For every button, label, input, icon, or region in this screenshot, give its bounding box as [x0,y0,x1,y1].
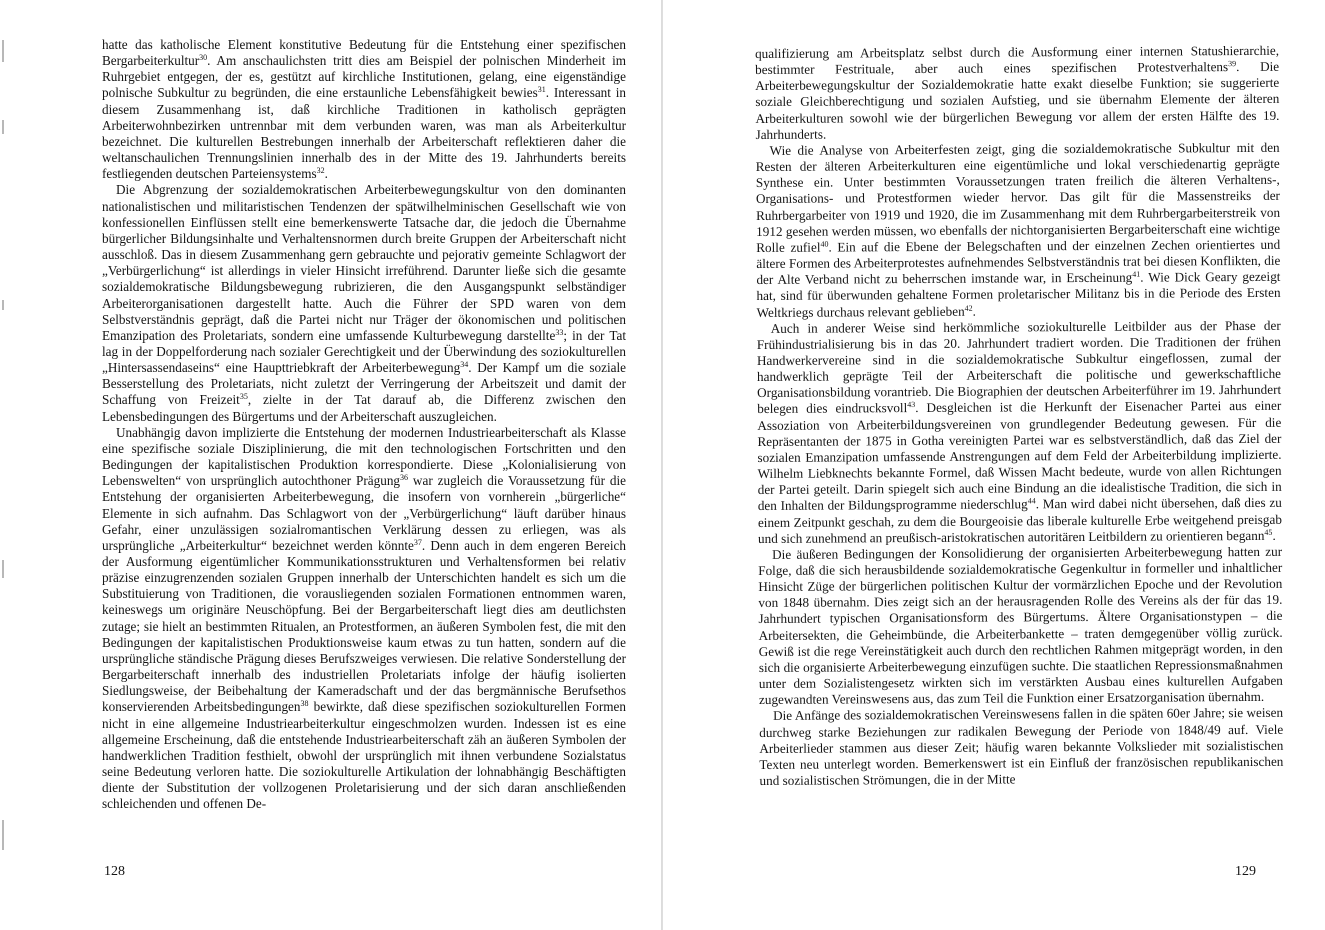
text-run: . Desgleichen ist die Herkunft der Eisenacher Partei aus einer Assoziation von Arbeiterbildungsvereinen von grundlegender Bedeutung gewesen. Für die Repräsentanten der 1875 in Gotha vereinigten Partei war es selbstverständlich, daß das Ziel der sozialen Emanzipation umfassende Anstrengungen auf dem Feld der Arbeiterbildung implizierte. Wilhelm Liebknechts bekannte Formel, daß Wissen Macht bedeute, wurde von allen Richtungen der Partei geteilt. Darin spiegelt sich auch eine Bindung an die idealistische Tradition, die sich in den Inhalten der Bildungsprogramme niederschlug [757,398,1282,514]
page-edge-mark [2,40,4,62]
text-run: . Wie Dick Geary gezeigt hat, sind für überwunden gehaltene Formen proletarischer Militanz bis in die Periode des Ersten Weltkriegs durchaus relevant geblieben [756,268,1281,320]
footnote-marker: 40 [820,239,829,249]
text-run: ; in der Tat lag in der Doppelforderung nach sozialer Gerechtigkeit und der Überwindung des soziokulturellen „Hintersassendaseins“ eine Haupttriebkraft der Arbeiterbewegung [102,327,626,376]
paragraph [755,43,1280,143]
footnote-marker: 39 [1228,59,1237,69]
footnote-marker: 37 [413,537,422,547]
text-run: Auch in anderer Weise sind herkömmliche soziokulturelle Leitbilder aus der Phase der Frühindustrialisierung bis in das 20. Jahrhundert tradiert worden. Die Traditionen der frühen Handwerkervereine sind in die sozialdemokratische Subkultur eingeflossen, zumal der handwerklich geprägte Teil der Arbeiterschaft die politische und gewerkschaftliche Organisationsbildung vorantrieb. Die Biographien der deutschen Arbeiterführer im 19. Jahrhundert belegen dies eindrucksvoll [756,317,1282,417]
footnote-marker: 38 [300,699,309,709]
text-run: Die Anfänge des sozialdemokratischen Vereinswesens fallen in die späten 60er Jahre; sie weisen durchweg starke Beziehungen zur radikalen Bewegung der Periode von 1848/49 auf. Viele Arbeiterlieder stammen aus dieser Zeit; häufig waren bekannte Volkslieder mit sozialistischen Texten neu unterlegt worden. Bemerkenswert ist ein Einfluß der französischen republikanischen und sozialistischen Strömungen, die in der Mitte [759,705,1284,789]
page-number-right: 129 [1235,864,1256,879]
page-edge-mark [2,820,4,850]
paragraph [102,37,626,182]
footnote-marker: 35 [239,392,248,402]
paragraph [756,140,1281,321]
text-run: . Ein auf die Ebene der Belegschaften und der einzelnen Zechen orientiertes und ältere Formen des Arbeiterprotestes aufnehmendes Selbstverständnis trat bei diesen Konflikten, die der Alte Verband nicht zu beherrschen imstande war, in Erscheinung [756,236,1281,288]
footnote-marker: 41 [1132,269,1141,279]
text-run: war zugleich die Voraussetzung für die Entstehung der organisierten Arbeiterbewegung, die insofern von vornherein „bürgerliche“ Elemente in sich aufnahm. Das Schlagwort von der „Verbürgerlichung“ läuft darüber hinaus Gefahr, einer unzulässigen sozialromantischen Verklärung dessen zu erliegen, was als ursprüngliche „Arbeiterkultur“ bezeichnet werden könnte [102,473,627,553]
text-run: hatte das katholische Element konstitutive Bedeutung für die Entstehung einer spezifischen Bergarbeiterkultur [102,37,626,69]
footnote-marker: 36 [400,473,409,483]
text-run: , zielte in der Tat darauf ab, die Differenz zwischen den Lebensbedingungen des Bürgertums und der Arbeiterschaft auszugleichen. [102,392,626,424]
text-run: . [324,166,328,182]
right-text-column [755,43,1284,789]
footnote-marker: 43 [907,400,916,410]
text-run: . Am anschaulichsten tritt dies am Beispiel der polnischen Minderheit im Ruhrgebiet entgegen, der es, gestützt auf kirchliche Institutionen, gelang, eine eigenständige polnische Subkultur zu begründen, die eine erstaunliche Lebensfähigkeit bewies [102,53,626,101]
text-run: . [972,303,976,319]
paragraph [758,544,1283,709]
paragraph [102,182,626,424]
paragraph [757,317,1282,546]
footnote-marker: 34 [460,360,469,370]
footnote-marker: 42 [964,303,973,313]
text-run: . Denn auch in dem engeren Bereich der Ausformung eigentümlicher Kommunikationsstrukturen und Verhaltensformen bei relativ präzise einzugrenzenden sozialen Gruppen innerhalb der Unterschichten handelt es sich um die Substituierung von Traditionen, die vorausliegenden sozialen Formationen entnommen waren, keineswegs um originäre Neuschöpfung. Bei der Bergarbeiterschaft liegt dies am deutlichsten zutage; sie hielt an bestimmten Ritualen, an Protestformen, an äußeren Symbolen fest, die mit den Bedingungen der kapitalistischen Produktionsweise kaum etwas zu tun hatten, sondern auf die ursprüngliche ständische Prägung dieses Berufszweiges verwiesen. Die relative Sonderstellung der Bergarbeiterschaft innerhalb des industriellen Proletariats infolge der häufig isolierten Siedlungsweise, der Beibehaltung der Kameradschaft und der das bergmännische Berufsethos konservierenden Arbeitsbedingungen [102,537,626,715]
text-run: . Die Arbeiterbewegungskultur der Sozialdemokratie hatte exakt dieselbe Funktion; sie suggerierte soziale Gleichberechtigung und sozialen Aufstieg, und sie übernahm Elemente der älteren Arbeiterkulturen sowohl wie der bürgerlichen Bewegung vor allem der ersten Hälfte des 19. Jahrhunderts. [755,58,1280,142]
page-edge-mark [2,300,4,310]
footnote-marker: 45 [1264,527,1273,537]
footnote-marker: 33 [555,327,564,337]
page-number-left: 128 [104,864,125,879]
text-run: . Interessant in diesem Zusammenhang ist, daß kirchliche Traditionen in katholisch geprägten Arbeiterwohnbezirken untrennbar mit dem verbunden waren, was man als Arbeiterkultur bezeichnet. Die kulturellen Bestrebungen innerhalb der Arbeiterschaft reflektieren daher die weltanschaulichen Trennungslinien innerhalb des in der Mitte des 19. Jahrhunderts bereits festliegenden deutschen Parteiensystems [102,85,626,182]
text-run: Unabhängig davon implizierte die Entstehung der modernen Industriearbeiterschaft als Klasse eine spezifische soziale Disziplinierung, die mit den technologischen Fortschritten und den Bedingungen der kapitalistischen Produktion korrespondierte. Diese „Kolonialisierung von Lebenswelten“ von ursprünglich autochthoner Prägung [102,424,626,489]
text-run: bewirkte, daß diese spezifischen soziokulturellen Formen nicht in eine allgemeine Industriearbeiterkultur eingeschmolzen wurden. Indessen ist es eine allgemeine Erscheinung, daß die entstehende Industriearbeiterschaft zäh an äußeren Symbolen der handwerklichen Tradition festhielt, obwohl der ursprünglich mit ihnen verbundene Sozialstatus seine Bedeutung verloren hatte. Die soziokulturelle Artikulation der lohnabhängig Beschäftigten diente der Substitution der vollzogenen Proletarisierung und der sich daran anschließenden schleichenden und offenen De- [102,699,626,812]
text-run: Die Abgrenzung der sozialdemokratischen Arbeiterbewegungskultur von den dominanten nationalistischen und militaristischen Tendenzen der spätwilhelminischen Gesellschaft wie von konfessionellen Einflüssen stellt eine bemerkenswerte Tatsache dar, die jedoch die Übernahme bürgerlicher Bildungsinhalte und Verhaltensnormen durch breite Gruppen der Arbeiterschaft nicht ausschloß. Das in diesem Zusammenhang gern gebrauchte und pejorativ gemeinte Schlagwort der „Verbürgerlichung“ ist allerdings in vieler Hinsicht irreführend. Darunter ließe sich die gesamte sozialdemokratische Bildungsbewegung rubrizieren, die den Ausgangspunkt selbständiger Arbeiterorganisationen dargestellt hatte. Auch die Führer der SPD waren von dem Selbstverständnis geprägt, daß die Partei nicht nur Träger der ökonomischen und politischen Emanzipation des Proletariats, sondern eine umfassende Kulturbewegung darstellte [102,182,626,343]
left-text-column [102,37,626,813]
page-edge-mark [2,120,4,134]
footnote-marker: 31 [537,85,546,95]
right-page [662,0,1325,930]
paragraph [102,425,626,813]
paragraph [759,705,1283,789]
text-run: . [1272,527,1276,543]
left-page [0,0,662,930]
footnote-marker: 44 [1027,496,1036,506]
footnote-marker: 32 [316,166,325,176]
page-edge-mark [2,560,4,578]
text-run: qualifizierung am Arbeitsplatz selbst durch die Ausformung einer internen Statushierarchie, bestimmter Festrituale, aber auch eines spezifischen Protestverhaltens [755,42,1280,78]
text-run: . Man wird dabei nicht übersehen, daß dies zu einem Zeitpunkt geschah, zu dem die Bourgeoisie das liberale kulturelle Erbe weitgehend preisgab und sich zunehmend an preußisch-aristokratischen autoritären Leitbildern zu orientieren begann [757,495,1282,546]
text-run: . Der Kampf um die soziale Besserstellung des Proletariats, nicht zuletzt der Verringerung der Arbeitszeit und damit der Schaffung von Freizeit [102,360,626,408]
footnote-marker: 30 [199,53,208,63]
text-run: Wie die Analyse von Arbeiterfesten zeigt, ging die sozialdemokratische Subkultur mit den Resten der älteren Arbeiterkulturen eine eigentümliche und lokal verschiedenartig geprägte Synthese ein. Unter bestimmten Voraussetzungen traten freilich die älteren Verhaltens-, Organisations- und Protestformen wieder hervor. Das gilt für die Massenstreiks der Ruhrbergarbeiter von 1919 und 1920, die im Zusammenhang mit dem Ruhrbergarbeiterstreik von 1912 gesehen werden müssen, wo ebenfalls der nichtorganisierten Bergarbeiterschaft eine wichtige Rolle zufiel [755,139,1281,255]
text-run: Die äußeren Bedingungen der Konsolidierung der organisierten Arbeiterbewegung hatten zur Folge, daß die sich herausbildende sozialdemokratische Gegenkultur in formeller und inhaltlicher Hinsicht Züge der bürgerlichen politischen Kultur der vormärzlichen Epoche und der Revolution von 1848 übernahm. Dies zeigt sich an der herausragenden Rolle des Vereins als der für das 19. Jahrhundert typischen Organisationsform des Bürgertums. Ältere Organisationstypen – die Arbeitersekten, die Geheimbünde, die Arbeiterbankette – traten demgegenüber völlig zurück. Gewiß ist die rege Vereinstätigkeit auch durch den rechtlichen Rahmen mitgeprägt worden, in den sich die organisierte Arbeiterbewegung einzufügen suchte. Die staatlichen Repressionsmaßnahmen unter dem Sozialistengesetz wirkten sich im verstärkten Ausbau eines kulturellen Aufgaben zugewandten Vereinswesens aus, das zum Teil die Funktion einer Ersatzorganisation übernahm. [758,543,1283,708]
